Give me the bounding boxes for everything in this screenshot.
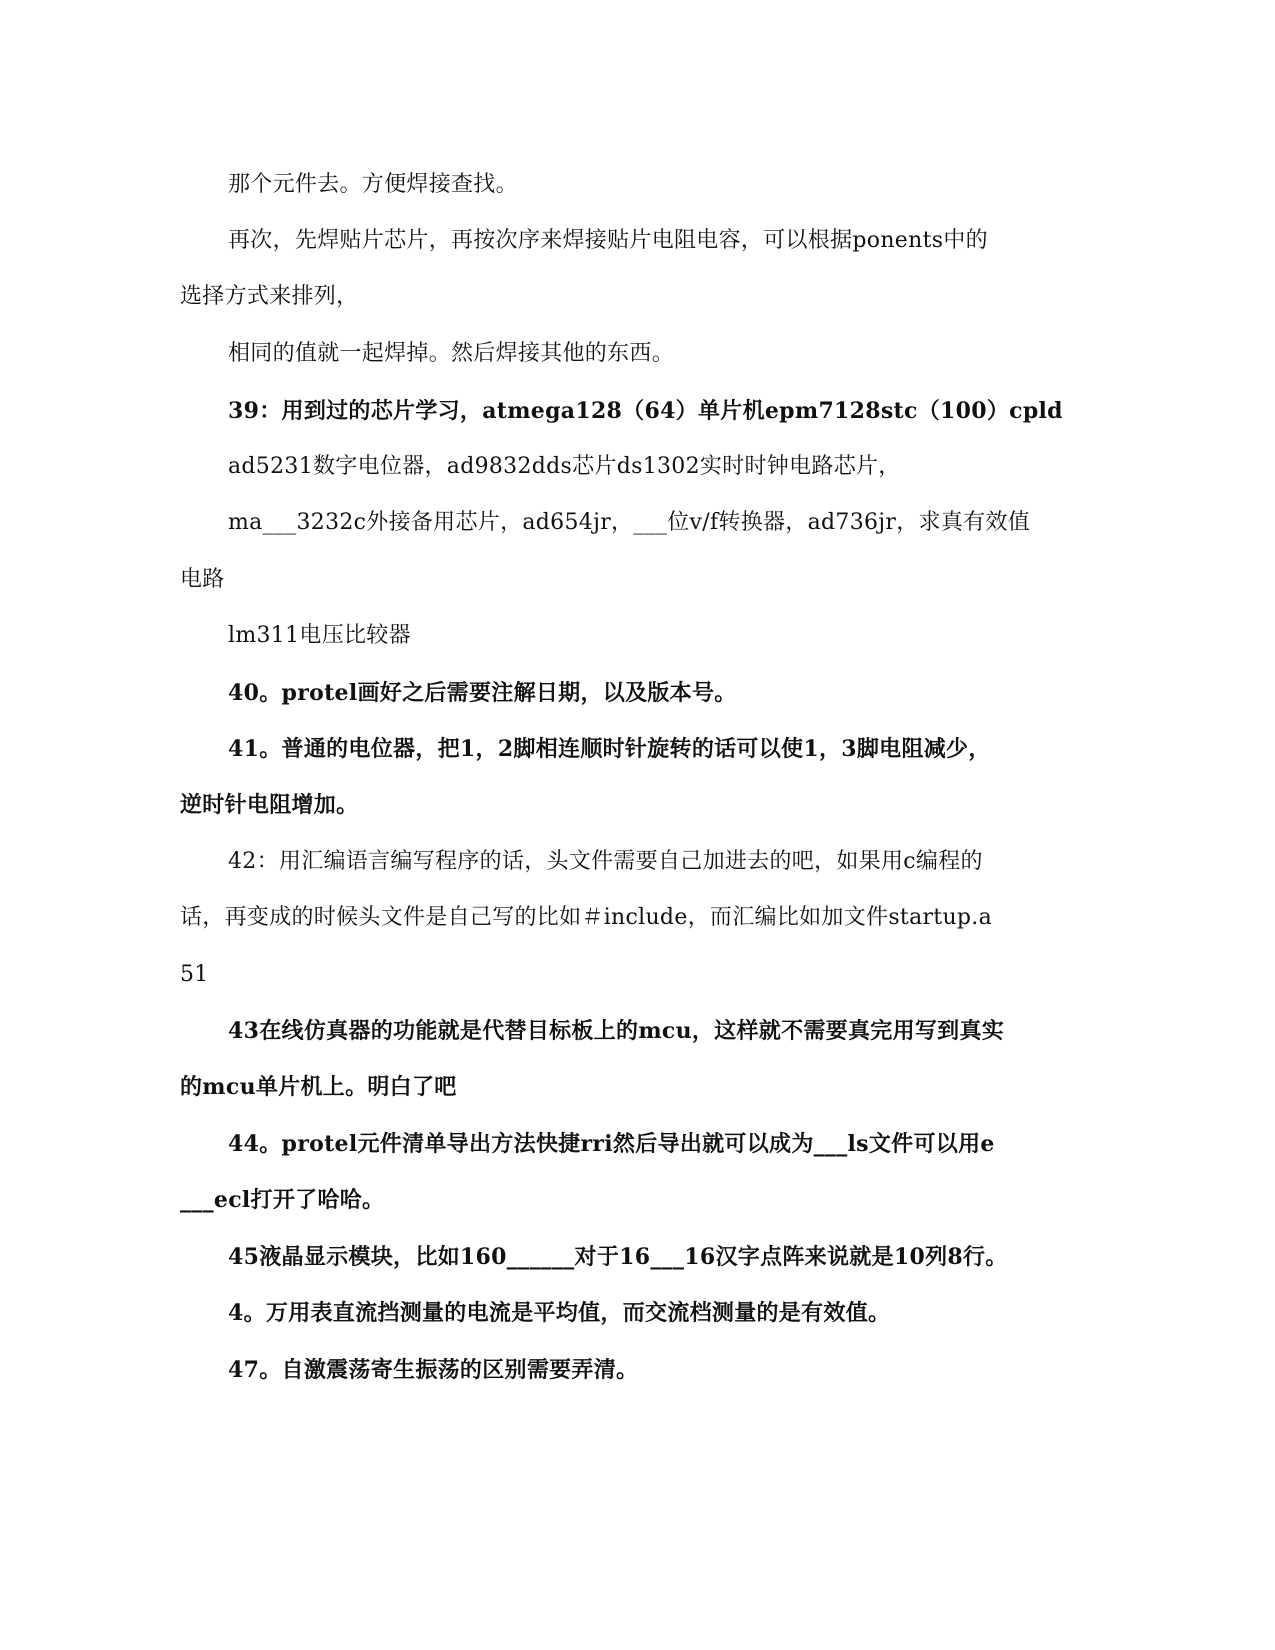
item-41: 41。普通的电位器，把1，2脚相连顺时针旋转的话可以使1，3脚电阻减少， (228, 736, 991, 762)
text-line: ad5231数字电位器，ad9832dds芯片ds1302实时时钟电路芯片， (228, 454, 901, 479)
item-43-cont: 的mcu单片机上。明白了吧 (180, 1074, 457, 1100)
text-line: ma___3232c外接备用芯片，ad654jr，___位v/f转换器，ad736jr，求真有效值 (228, 510, 1031, 535)
item-41-cont: 逆时针电阻增加。 (180, 792, 359, 818)
text-line: 那个元件去。方便焊接查找。 (228, 172, 518, 197)
text-line: lm311电压比较器 (228, 623, 411, 648)
item-42: 42：用汇编语言编写程序的话，头文件需要自己加进去的吧，如果用c编程的 (228, 849, 983, 874)
item-42-cont: 话，再变成的时候头文件是自己写的比如＃include，而汇编比如加文件startup.a (180, 905, 993, 930)
item-44: 44。protel元件清单导出方法快捷rri然后导出就可以成为___ls文件可以用e (228, 1131, 995, 1157)
text-line: 电路 (180, 567, 225, 592)
item-46: 4。万用表直流挡测量的电流是平均值，而交流档测量的是有效值。 (228, 1300, 891, 1326)
item-42-cont: 51 (180, 962, 209, 987)
item-45: 45液晶显示模块，比如160______对于16___16汉字点阵来说就是10列8行。 (228, 1244, 1008, 1270)
item-40: 40。protel画好之后需要注解日期，以及版本号。 (228, 680, 737, 706)
item-39-heading: 39：用到过的芯片学习，atmega128（64）单片机epm7128stc（100）cpld (228, 398, 1063, 424)
item-44-cont: ___ecl打开了哈哈。 (180, 1187, 385, 1213)
text-line: 再次，先焊贴片芯片，再按次序来焊接贴片电阻电容，可以根据ponents中的 (228, 228, 988, 253)
item-47: 47。自激震荡寄生振荡的区别需要弄清。 (228, 1357, 639, 1383)
text-line: 选择方式来排列， (180, 284, 359, 309)
item-43: 43在线仿真器的功能就是代替目标板上的mcu，这样就不需要真完用写到真实 (228, 1018, 1005, 1044)
text-line: 相同的值就一起焊掉。然后焊接其他的东西。 (228, 341, 675, 366)
